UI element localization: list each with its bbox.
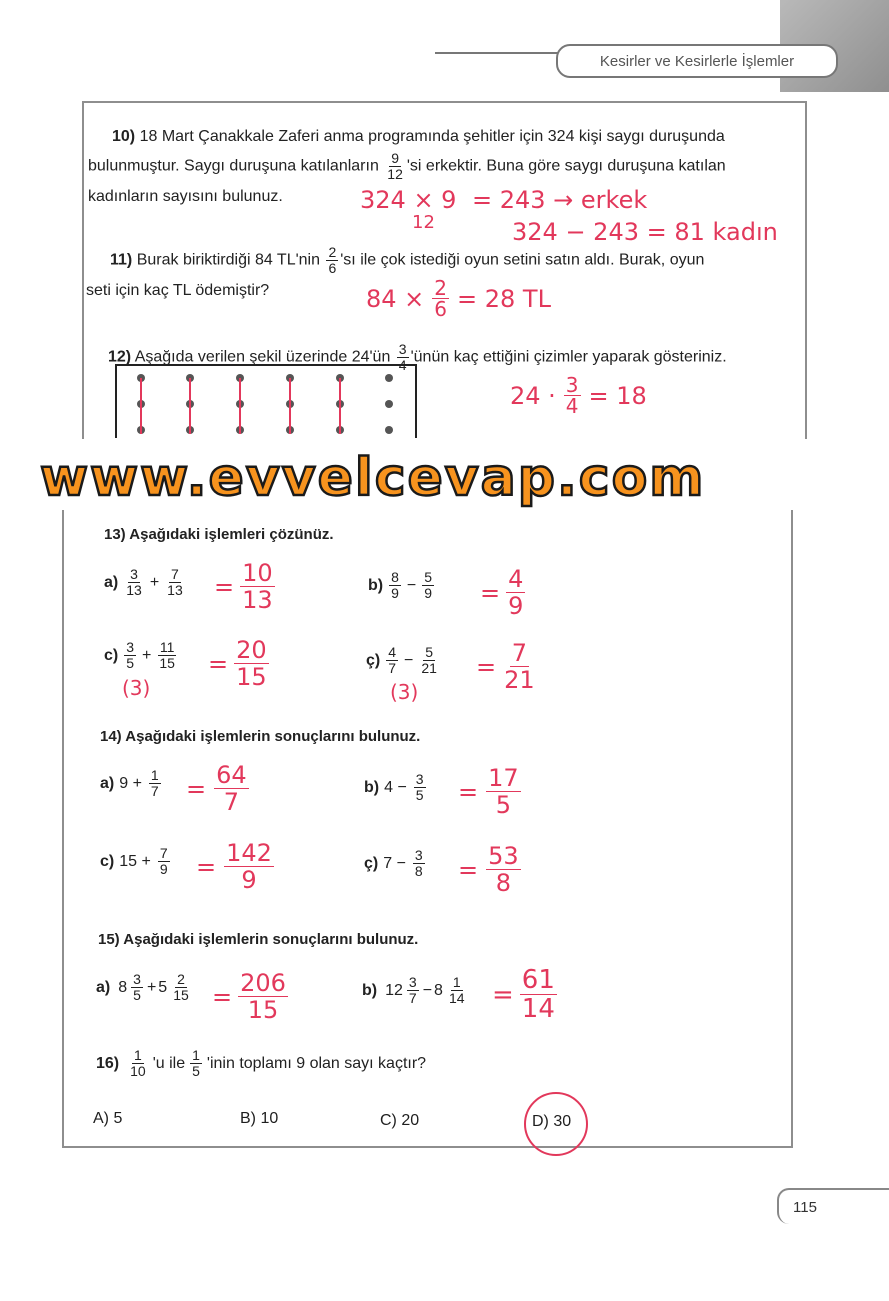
q14-c: c) 15 + $\frac{7}{9}$ [100,845,168,877]
q14-a-answer: = $\frac{64}{7}$ [186,761,247,816]
handwritten-answer-10b: 324 − 243 = 81 kadın [512,218,778,246]
option-b[interactable]: B) 10 [240,1110,279,1127]
q13-b: b) $\frac{8}{9}$ − $\frac{5}{9}$ [368,569,433,601]
handwritten-answer-11: 84 × $\frac{2}{6}$ = 28 TL [366,276,551,321]
q14-c-answer: = $\frac{142}{9}$ [196,839,272,894]
q13-b-answer: = $\frac{4}{9}$ [480,565,524,620]
fraction: $\frac{9}{12}$ [387,150,403,182]
q13-a-answer: = $\frac{10}{13}$ [214,559,273,614]
option-d[interactable]: D) 30 [532,1113,572,1130]
q13-a: a) $\frac{3}{13}$ + $\frac{7}{13}$ [104,566,183,598]
watermark: www.evvelcevap.com [40,448,706,508]
answer-circle [524,1092,588,1156]
dot-grid-figure [115,364,417,438]
q14-cc: ç) 7 − $\frac{3}{8}$ [364,847,423,879]
q15-a: a) 8 $\frac{3}{5}$ + 5 $\frac{2}{15}$ [96,971,189,1003]
handwritten-answer-12: 24 · $\frac{3}{4}$ = 18 [510,373,647,418]
q15-b: b) 12 $\frac{3}{7}$ − 8 $\frac{1}{14}$ [362,974,465,1006]
handwritten-result-10a: = 243 → erkek [472,186,648,214]
q13-cc-note: (3) [390,680,419,704]
q13-c-answer: = $\frac{20}{15}$ [208,636,267,691]
handwritten-denominator: 12 [412,212,435,233]
question-13-title: 13) Aşağıdaki işlemleri çözünüz. [104,526,334,543]
q14-a: a) 9 + $\frac{1}{7}$ [100,767,159,799]
handwritten-answer-10a: 324 × 9 [360,186,457,214]
question-16: 16) $\frac{1}{10}$ 'u ile $\frac{1}{5}$ 'inin toplamı 9 olan sayı kaçtır? [96,1047,427,1079]
question-10: 10) 18 Mart Çanakkale Zaferi anma programında şehitler için 324 kişi saygı duruşunda bulunmuştur. Saygı duruşuna katılanların $\frac{9}{12}$ 'si erkektir. Buna göre saygı duruşuna katılan kadınların sayısını bulunuz. [88,128,726,205]
q14-b-answer: = $\frac{17}{5}$ [458,764,519,819]
option-c[interactable]: C) 20 [380,1112,420,1129]
question-11: 11) Burak biriktirdiği 84 TL'nin $\frac{2}{6}$ 'sı ile çok istediği oyun setini satın aldı. Burak, oyun seti için kaç TL ödemiştir? [86,244,705,299]
chapter-title: Kesirler ve Kesirlerle İşlemler [556,44,838,78]
question-14-title: 14) Aşağıdaki işlemlerin sonuçlarını bulunuz. [100,728,421,745]
header-rule [435,52,570,54]
q13-c-note: (3) [122,676,151,700]
q15-a-answer: = $\frac{206}{15}$ [212,969,286,1024]
question-12: 12) Aşağıda verilen şekil üzerinde 24'ün $\frac{3}{4}$ 'ünün kaç ettiğini çizimler yaparak gösteriniz. [108,341,727,373]
q13-cc-answer: = $\frac{7}{21}$ [476,639,535,694]
q14-b: b) 4 − $\frac{3}{5}$ [364,771,424,803]
q14-cc-answer: = $\frac{53}{8}$ [458,842,519,897]
option-a[interactable]: A) 5 [93,1110,123,1127]
q13-cc: ç) $\frac{4}{7}$ − $\frac{5}{21}$ [366,644,437,676]
q13-c: c) $\frac{3}{5}$ + $\frac{11}{15}$ [104,639,175,671]
q15-b-answer: = $\frac{61}{14}$ [492,965,555,1024]
page-number: 115 [777,1188,889,1224]
question-15-title: 15) Aşağıdaki işlemlerin sonuçlarını bulunuz. [98,931,419,948]
